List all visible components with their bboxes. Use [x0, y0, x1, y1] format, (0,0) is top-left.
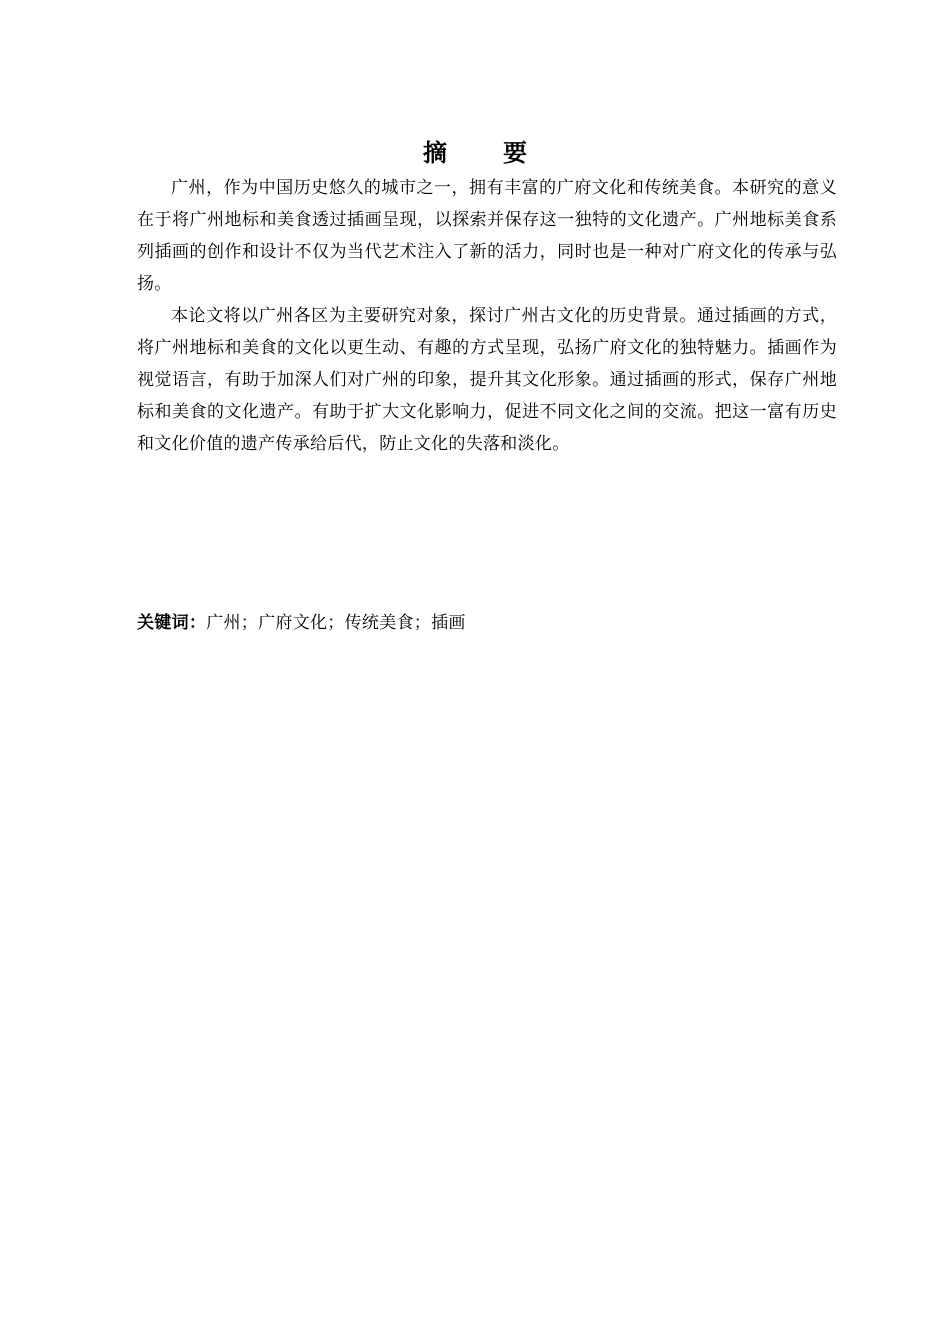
abstract-paragraph-1: 广州，作为中国历史悠久的城市之一，拥有丰富的广府文化和传统美食。本研究的意义在于将广州地标和美食透过插画呈现，以探索并保存这一独特的文化遗产。广州地标美食系列插画的创作和设计不仅为当代艺术注入了新的活力，同时也是一种对广府文化的传承与弘扬。	[137, 178, 837, 294]
abstract-paragraph-2: 本论文将以广州各区为主要研究对象，探讨广州古文化的历史背景。通过插画的方式，将广州地标和美食的文化以更生动、有趣的方式呈现，弘扬广府文化的独特魅力。插画作为视觉语言，有助于加深人们对广州的印象，提升其文化形象。通过插画的形式，保存广州地标和美食的文化遗产。有助于扩大文化影响力，促进不同文化之间的交流。把这一富有历史和文化价值的遗产传承给后代，防止文化的失落和淡化。	[137, 306, 837, 454]
keywords-value: 广州；广府文化；传统美食；插画	[206, 613, 466, 633]
keywords-line	[137, 607, 837, 639]
keywords-label: 关键词：	[137, 613, 207, 633]
abstract-title: 摘 要	[423, 139, 543, 167]
abstract-body	[137, 172, 837, 460]
